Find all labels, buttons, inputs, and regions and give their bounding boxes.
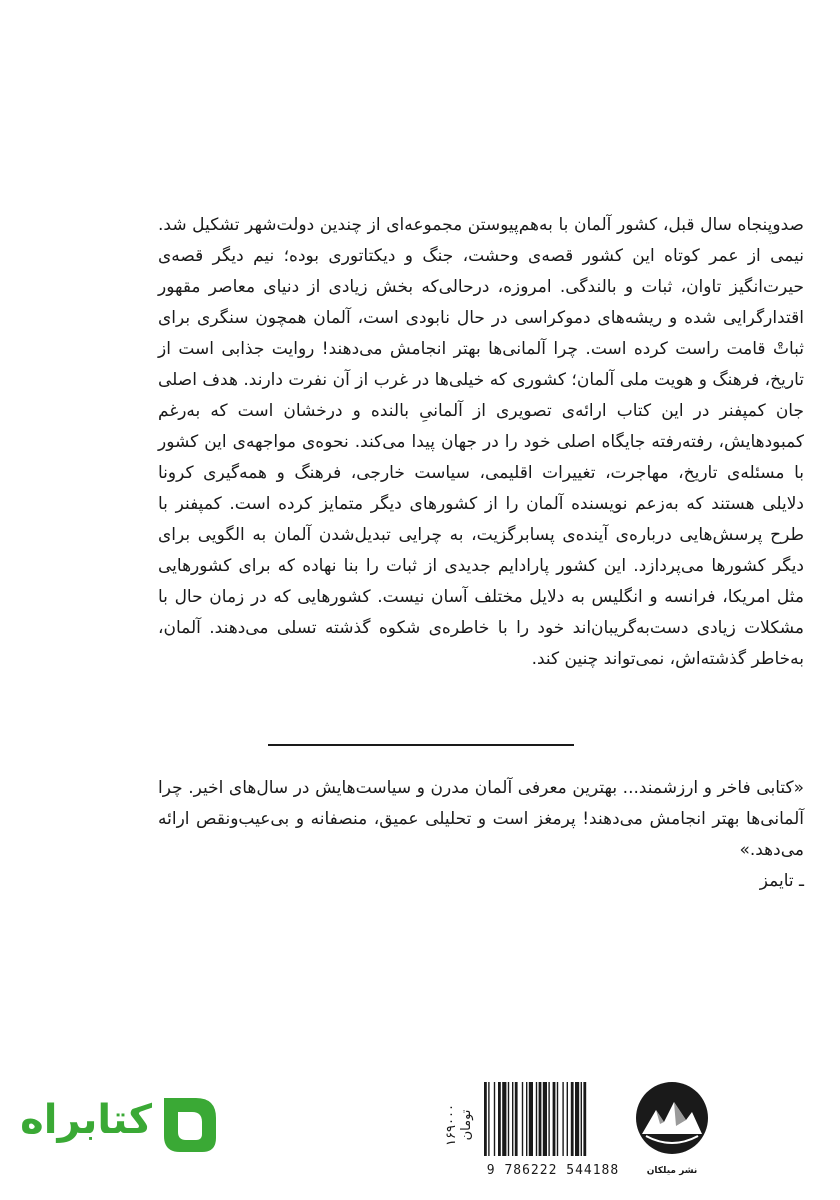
mountain-logo-icon: [634, 1080, 710, 1162]
publisher-logo: [634, 1080, 710, 1176]
review-quote: «کتابی فاخر و ارزشمند... بهترین معرفی آلمان مدرن و سیاست‌هایش در سال‌های اخیر. چرا آلمانی‌ها بهتر انجامش می‌دهند! پرمغز است و تحلیلی عمیق، منصفانه و بی‌عیب‌ونقص ارائه می‌دهد.»: [158, 778, 804, 860]
review-source: ـ تایمز: [759, 871, 804, 891]
publisher-name: نشر میلکان: [646, 1166, 698, 1176]
barcode-number: 9 786222 544188: [486, 1163, 620, 1178]
section-divider: [268, 744, 574, 746]
price-label: [440, 1070, 478, 1180]
barcode-icon: [480, 1080, 626, 1160]
price-unit: تومان: [459, 1109, 474, 1141]
retailer-logo: [20, 1086, 220, 1160]
back-cover-description: صدوپنجاه سال قبل، کشور آلمان با به‌هم‌پیوستن مجموعه‌ای از چندین دولت‌شهر تشکیل شد. نیمی از عمر کوتاه این کشور قصه‌ی وحشت، جنگ و دیکتاتوری بوده؛ نیم دیگر قصه‌ی حیرت‌انگیز تاوان، ثبات و بالندگی. امروزه، درحالی‌که بخش زیادی از دنیای معاصر مقهور اقتدارگرایی شده و ریشه‌های دموکراسی در حال نابودی است، آلمان همچون سنگری برای ثباتْ قامت راست کرده است. چرا آلمانی‌ها بهتر انجامش می‌دهند! روایت جذابی است از تاریخ، فرهنگ و هویت ملی آلمان؛ کشوری که خیلی‌ها در غرب از آن نفرت دارند. هدف اصلی جان کمپفنر در این کتاب ارائه‌ی تصویری از آلمانیِ بالنده و درخشان است که به‌رغم کمبودهایش، رفته‌رفته جایگاه اصلی خود را در جهان پیدا می‌کند. نحوه‌ی مواجهه‌ی این کشور با مسئله‌ی تاریخ، مهاجرت، تغییرات اقلیمی، سیاست خارجی، فرهنگ و همه‌گیری کرونا دلایلی هستند که به‌زعم نویسنده آلمان را از کشورهای دیگر متمایز کرده است. کمپفنر با طرح پرسش‌هایی درباره‌ی آینده‌ی پسابرگزیت، به چرایی تبدیل‌شدن آلمان به الگویی برای دیگر کشورها می‌پردازد. این کشور پارادایم جدیدی از ثبات را بنا نهاده که برای کشورهایی مثل امریکا، فرانسه و انگلیس به دلایل مختلف آسان نیست. کشورهایی که در زمان حال با مشکلات زیادی دست‌به‌گریبان‌اند خود را با خاطره‌ی شکوه گذشته تسلی می‌دهند. آلمان، به‌خاطر گذشته‌اش، نمی‌تواند چنین کند.: [158, 215, 804, 669]
isbn-barcode: [480, 1080, 626, 1178]
book-logo-icon: [158, 1094, 220, 1156]
retailer-logo-text: کتابراه: [20, 1097, 152, 1143]
price-value: ۱۶۹۰۰۰: [444, 1104, 459, 1146]
